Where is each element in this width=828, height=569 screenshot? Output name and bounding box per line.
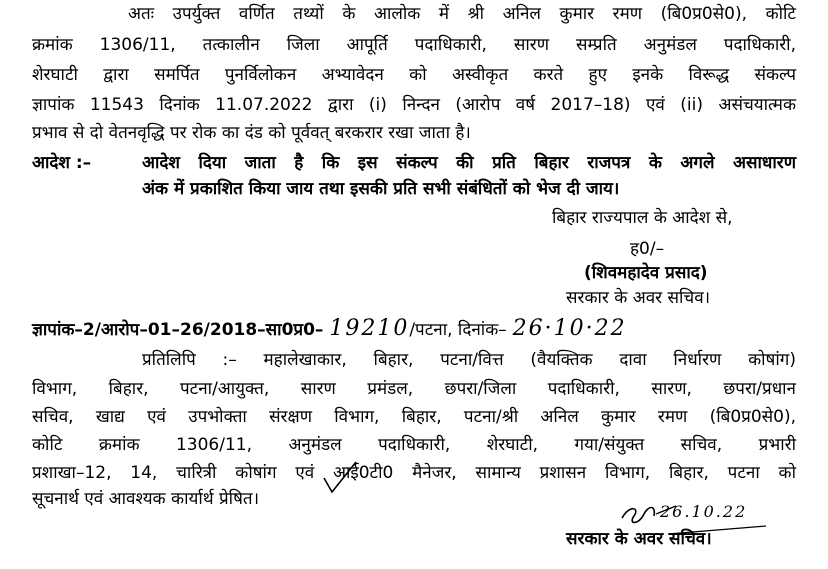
signature-sd: ह0/– <box>630 239 665 259</box>
para1-line-5: प्रभाव से दो वेतनवृद्धि पर रोक का दंड को पूर्ववत् बरकरार रखा जाता है। <box>32 123 471 143</box>
order-line-2: अंक में प्रकाशित किया जाय तथा इसकी प्रति सभी संबंधितों को भेज दी जाय। <box>142 179 620 199</box>
order-line-1: आदेश दिया जाता है कि इस संकल्प की प्रति बिहार राजपत्र के अगले असाधारण <box>142 153 796 173</box>
by-order-text: बिहार राज्यपाल के आदेश से, <box>552 208 733 228</box>
copy-line-6: सूचनार्थ एवं आवश्यक कार्यार्थ प्रेषित। <box>32 489 260 509</box>
copy-line-4: कोटि क्रमांक 1306/11, अनुमंडल पदाधिकारी, शेरघाटी, गया/संयुक्त सचिव, प्रभारी <box>32 435 796 455</box>
memo-prefix: ज्ञापांक–2/आरोप–01–26/2018–सा0प्र0– <box>32 320 324 340</box>
para1-line-1: अतः उपर्युक्त वर्णित तथ्यों के आलोक में श्री अनिल कुमार रमण (बि0प्र0से0), कोटि <box>128 4 796 24</box>
signature2-date-handwritten: 26.10.22 <box>660 502 748 521</box>
memo-line <box>32 318 627 341</box>
copy-line-5: प्रशाखा–12, 14, चारित्री कोषांग एवं आई0टी0 मैनेजर, सामान्य प्रशासन विभाग, बिहार, पटना को <box>32 463 796 483</box>
order-label: आदेश :– <box>32 153 92 173</box>
para1-line-4: ज्ञापांक 11543 दिनांक 11.07.2022 द्वारा (i) निन्दन (आरोप वर्ष 2017–18) एवं (ii) असंचयात्मक <box>32 95 796 115</box>
copy-line-2: विभाग, बिहार, पटना/आयुक्त, सारण प्रमंडल, छपरा/जिला पदाधिकारी, सारण, छपरा/प्रधान <box>32 379 796 399</box>
signature-name: (शिवमहादेव प्रसाद) <box>584 263 708 283</box>
signature-designation: सरकार के अवर सचिव। <box>566 288 711 308</box>
copy-line-3: सचिव, खाद्य एवं उपभोक्ता संरक्षण विभाग, बिहार, पटना/श्री अनिल कुमार रमण (बि0प्र0से0), <box>32 407 796 427</box>
signature2-designation: सरकार के अवर सचिव। <box>566 529 712 549</box>
para1-line-3: शेरघाटी द्वारा समर्पित पुनर्विलोकन अभ्यावेदन को अस्वीकृत करते हुए इनके विरूद्ध संकल्प <box>32 65 796 85</box>
tick-mark-icon <box>320 458 360 498</box>
memo-number-handwritten: 19210 <box>329 316 410 341</box>
para1-line-2: क्रमांक 1306/11, तत्कालीन जिला आपूर्ति पदाधिकारी, सारण सम्प्रति अनुमंडल पदाधिकारी, <box>32 35 796 55</box>
memo-date-handwritten: 26·10·22 <box>512 316 627 341</box>
memo-middle: /पटना, दिनांक– <box>409 320 507 340</box>
copy-line-1: प्रतिलिपि :– महालेखाकार, बिहार, पटना/वित्त (वैयक्तिक दावा निर्धारण कोषांग) <box>142 350 796 370</box>
